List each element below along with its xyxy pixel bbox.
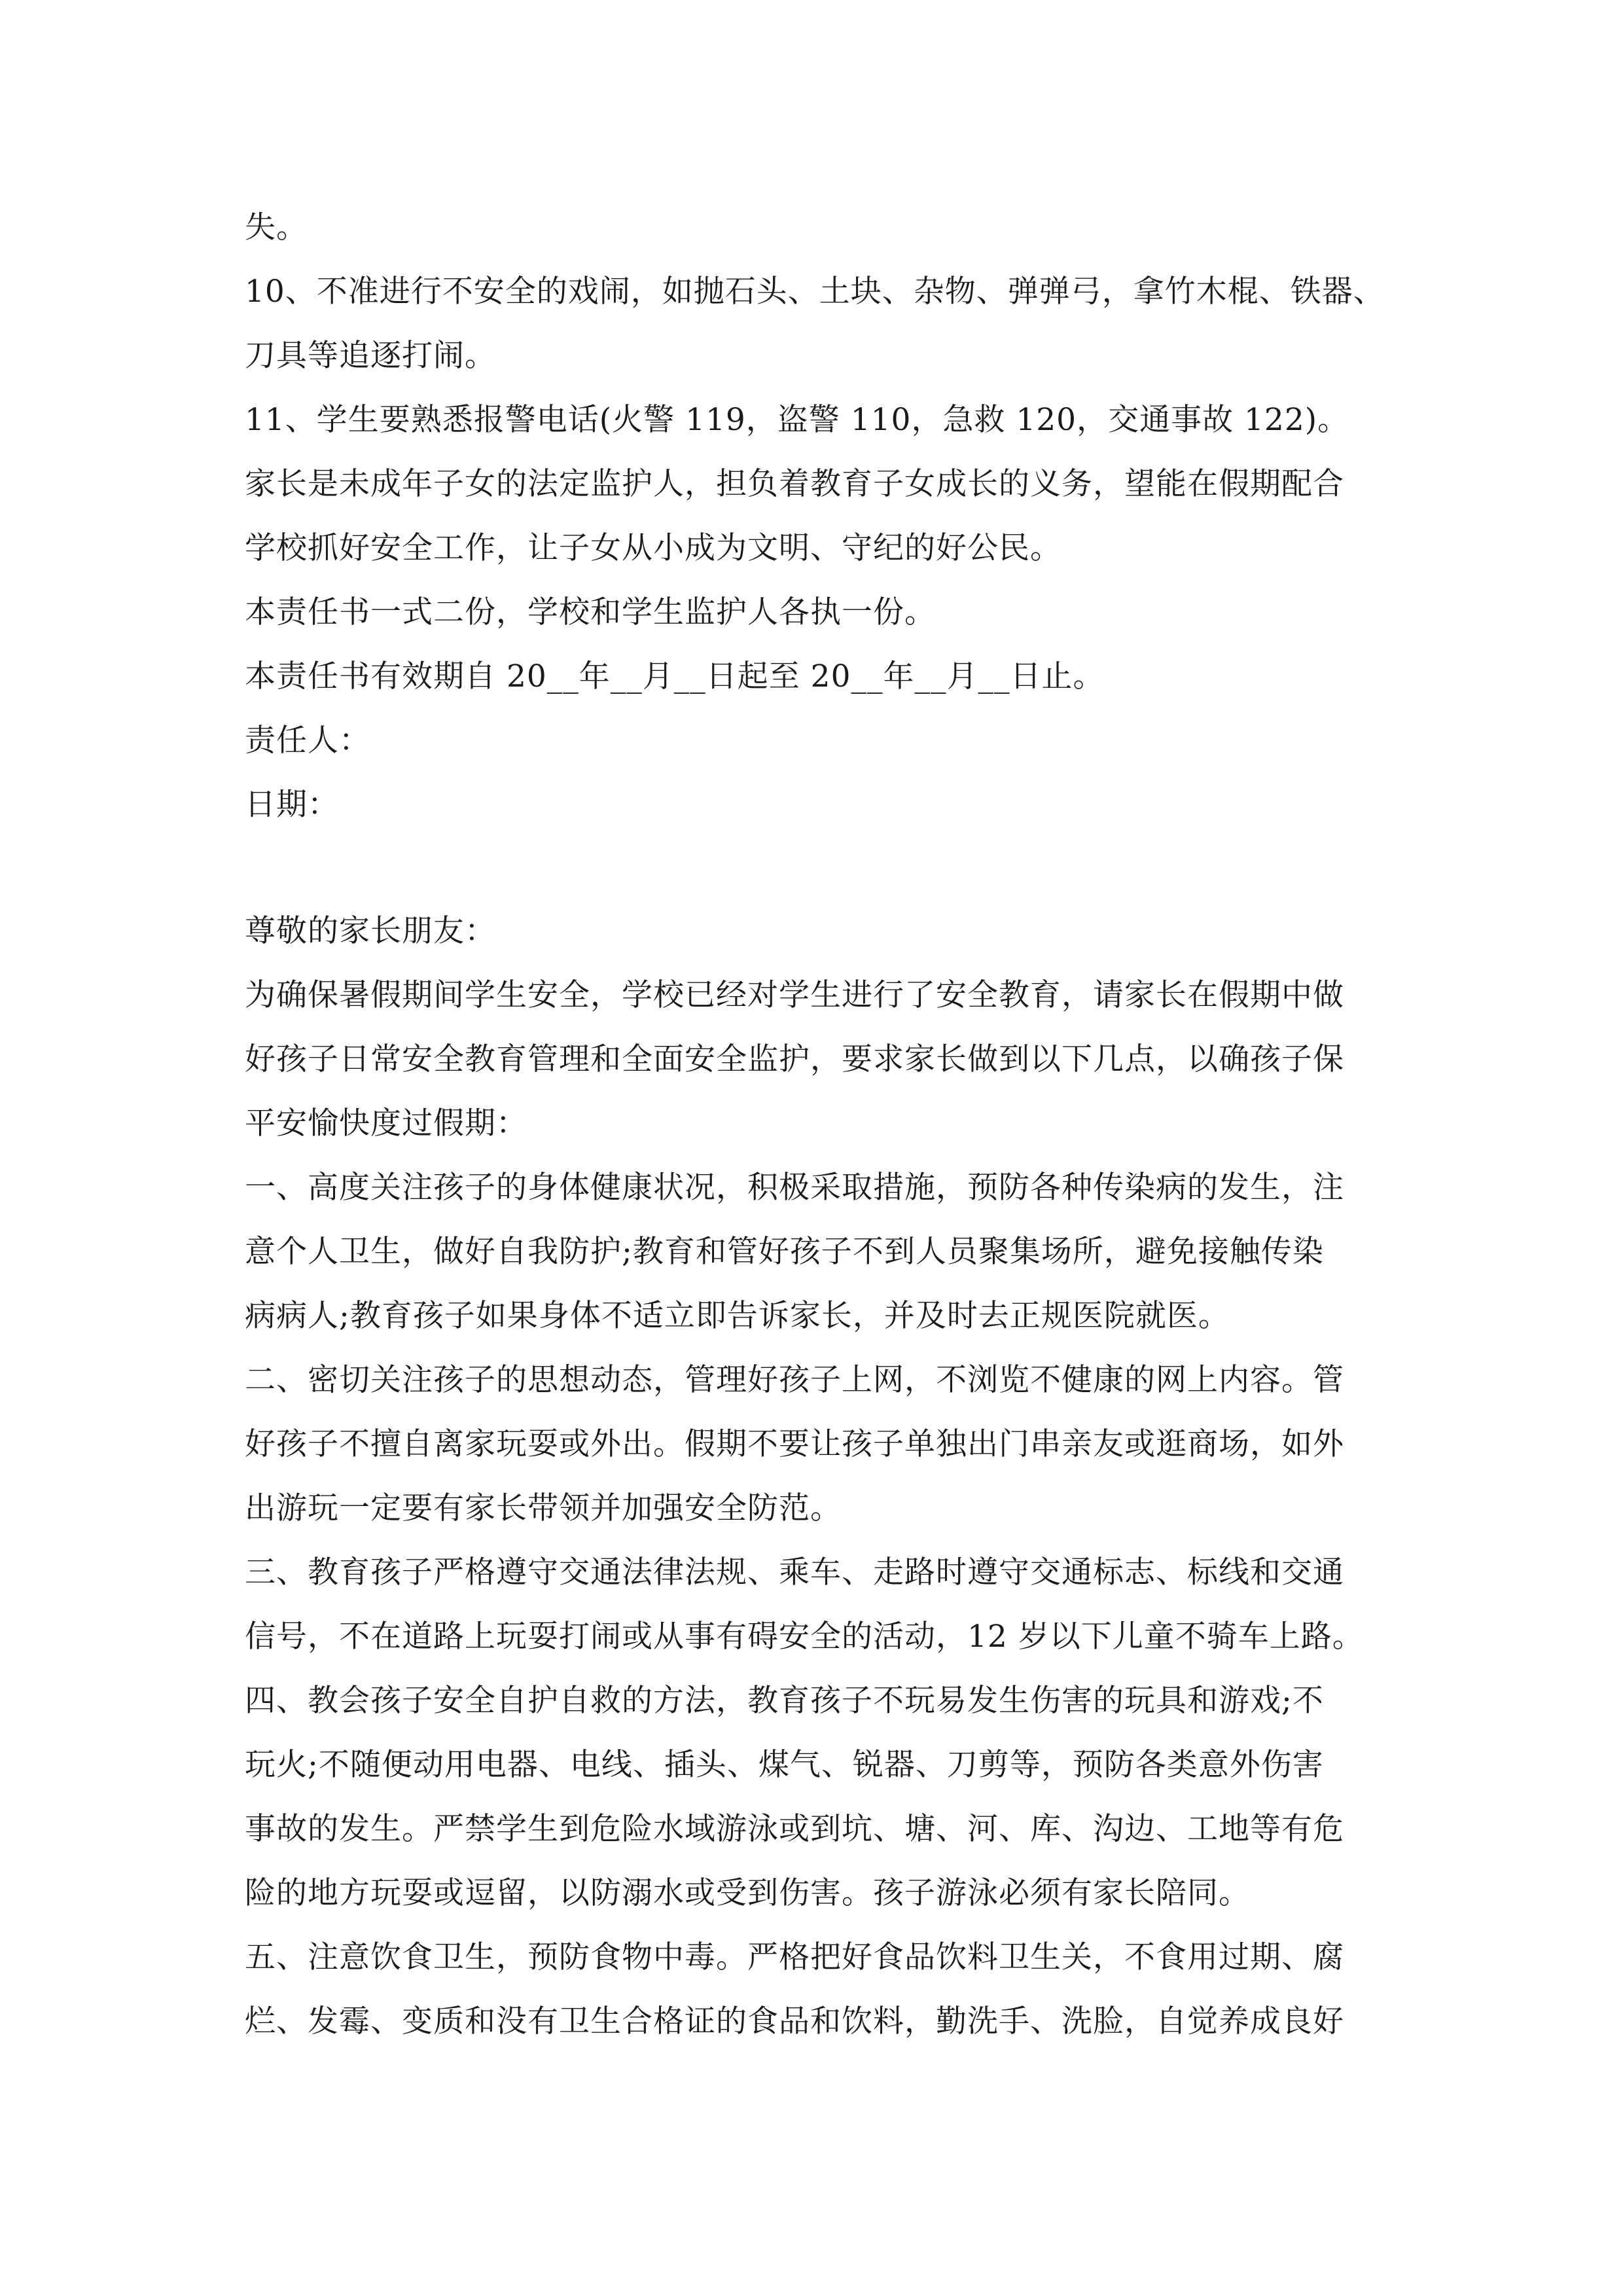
text-line: 刀具等追逐打闹。 bbox=[245, 338, 496, 374]
text-line: 一、高度关注孩子的身体健康状况，积极采取措施，预防各种传染病的发生，注 bbox=[245, 1170, 1344, 1206]
text-line: 玩火;不随便动用电器、电线、插头、煤气、锐器、刀剪等，预防各类意外伤害 bbox=[245, 1747, 1324, 1783]
letter-salutation: 尊敬的家长朋友： bbox=[245, 913, 496, 949]
text-line: 家长是未成年子女的法定监护人，担负着教育子女成长的义务，望能在假期配合 bbox=[245, 466, 1344, 502]
text-line: 为确保暑假期间学生安全，学校已经对学生进行了安全教育，请家长在假期中做 bbox=[245, 977, 1344, 1013]
signature-label: 责任人： bbox=[245, 723, 370, 759]
text-line: 意个人卫生，做好自我防护;教育和管好孩子不到人员聚集场所，避免接触传染 bbox=[245, 1234, 1324, 1270]
text-line: 出游玩一定要有家长带领并加强安全防范。 bbox=[245, 1490, 842, 1526]
text-line: 10、不准进行不安全的戏闹，如抛石头、土块、杂物、弹弹弓，拿竹木棍、铁器、 bbox=[245, 274, 1385, 310]
text-line: 事故的发生。严禁学生到危险水域游泳或到坑、塘、河、库、沟边、工地等有危 bbox=[245, 1811, 1344, 1847]
text-line: 信号，不在道路上玩耍打闹或从事有碍安全的活动，12 岁以下儿童不骑车上路。 bbox=[245, 1619, 1364, 1655]
text-line: 学校抓好安全工作，让子女从小成为文明、守纪的好公民。 bbox=[245, 530, 1061, 566]
text-line: 三、教育孩子严格遵守交通法律法规、乘车、走路时遵守交通标志、标线和交通 bbox=[245, 1554, 1344, 1590]
text-line: 11、学生要熟悉报警电话(火警 119，盗警 110，急救 120，交通事故 122)。 bbox=[245, 402, 1349, 438]
text-line: 四、教会孩子安全自护自救的方法，教育孩子不玩易发生伤害的玩具和游戏;不 bbox=[245, 1683, 1324, 1719]
text-line: 险的地方玩耍或逗留，以防溺水或受到伤害。孩子游泳必须有家长陪同。 bbox=[245, 1875, 1250, 1911]
text-line: 本责任书一式二份，学校和学生监护人各执一份。 bbox=[245, 594, 936, 630]
text-line: 本责任书有效期自 20__年__月__日起至 20__年__月__日止。 bbox=[245, 658, 1105, 694]
text-line: 失。 bbox=[245, 209, 308, 245]
text-line: 五、注意饮食卫生，预防食物中毒。严格把好食品饮料卫生关，不食用过期、腐 bbox=[245, 1939, 1344, 1975]
text-line: 平安愉快度过假期： bbox=[245, 1105, 527, 1141]
text-line: 好孩子不擅自离家玩耍或外出。假期不要让孩子单独出门串亲友或逛商场，如外 bbox=[245, 1426, 1344, 1462]
text-line: 二、密切关注孩子的思想动态，管理好孩子上网，不浏览不健康的网上内容。管 bbox=[245, 1362, 1344, 1398]
date-label: 日期： bbox=[245, 787, 339, 823]
text-line: 好孩子日常安全教育管理和全面安全监护，要求家长做到以下几点，以确孩子保 bbox=[245, 1041, 1344, 1077]
text-line: 烂、发霉、变质和没有卫生合格证的食品和饮料，勤洗手、洗脸，自觉养成良好 bbox=[245, 2003, 1344, 2039]
text-line: 病病人;教育孩子如果身体不适立即告诉家长，并及时去正规医院就医。 bbox=[245, 1298, 1230, 1334]
